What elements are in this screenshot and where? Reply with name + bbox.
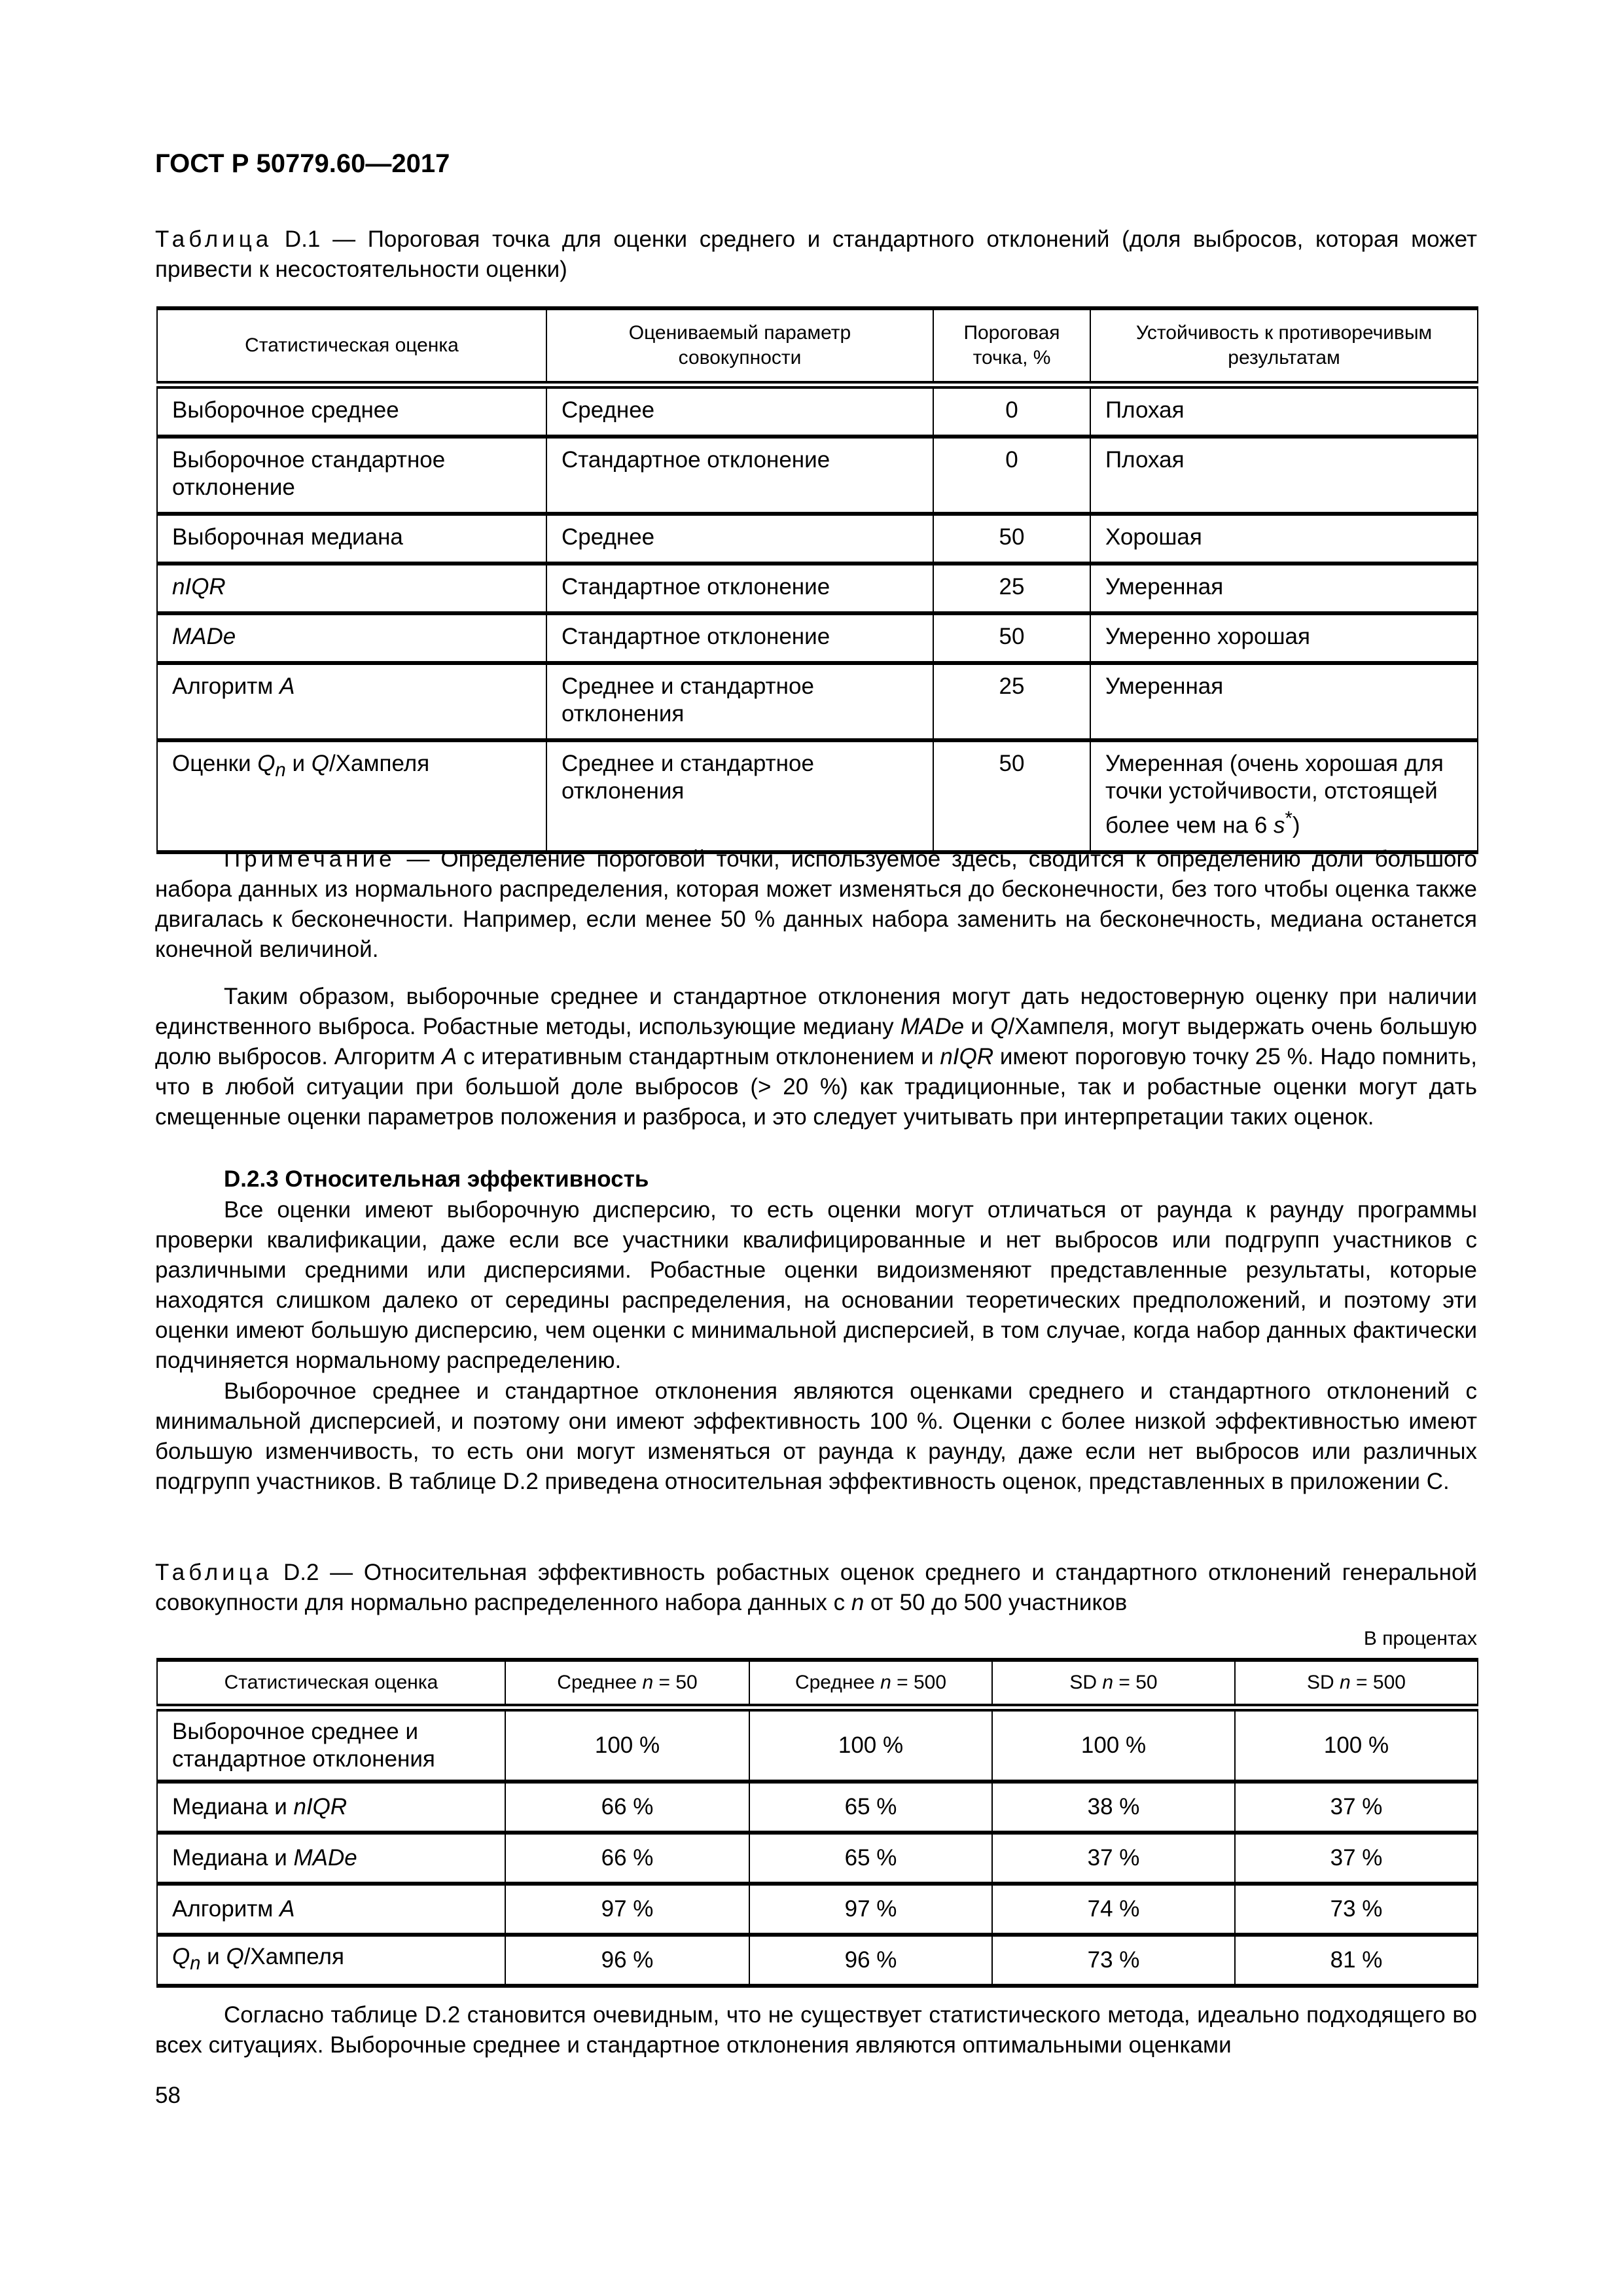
header-text: Среднее	[794, 1672, 881, 1693]
cell-value: 73 %	[992, 1935, 1235, 1986]
estimate-text: и	[285, 751, 312, 776]
estimate-symbol: Q	[311, 751, 329, 776]
cell-value: 96 %	[749, 1935, 992, 1986]
cell-parameter: Стандартное отклонение	[546, 437, 933, 514]
table-header-row	[157, 1660, 1478, 1708]
cell-value: 65 %	[749, 1833, 992, 1884]
cell-breakdown: 50	[933, 740, 1090, 852]
estimate-symbol: nIQR	[293, 1794, 348, 1820]
table-row	[157, 1935, 1478, 1986]
cell-breakdown: 50	[933, 514, 1090, 564]
cell-value: 65 %	[749, 1782, 992, 1833]
cell-value: 74 %	[992, 1884, 1235, 1935]
paragraph-min-variance: Выборочное среднее и стандартное отклонения являются оценками среднего и стандартного отклонений с минимальной дисперсией, и поэтому они имеют эффективность 100 %. Оценки с более низкой эффективностью имеют большую изменчивость, то есть они могут изменяться от раунда к раунду, даже если нет выбросов или различных подгрупп участников. В таблице D.2 приведена относительная эффективность оценок, представленных в приложении C.	[155, 1378, 1477, 1494]
cell-estimate: nIQR	[157, 564, 546, 613]
table-d1	[156, 306, 1478, 854]
cell-estimate: Выборочная медиана	[157, 514, 546, 564]
header-text: = 500	[1350, 1672, 1406, 1693]
estimate-subscript: n	[275, 760, 286, 781]
estimate-subscript: n	[190, 1953, 201, 1974]
resistance-text: )	[1292, 812, 1300, 838]
column-header	[749, 1660, 992, 1708]
resistance-superscript: *	[1285, 808, 1293, 829]
text-run: Таким образом, выборочные среднее и стандартное отклонения могут дать недостоверную оценку при наличии единственного выброса. Робастные методы, использующие медиану	[155, 984, 1477, 1039]
table-row	[157, 564, 1478, 613]
estimate-symbol: Q	[257, 751, 276, 776]
estimate-text: Оценки	[172, 751, 258, 776]
header-symbol: n	[1340, 1672, 1351, 1693]
header-text: SD	[1069, 1672, 1103, 1693]
paragraph-conclusion: Согласно таблице D.2 становится очевидным, что не существует статистического метода, идеально подходящего во всех ситуациях. Выборочные среднее и стандартное отклонения являются оптимальными оценками	[155, 2002, 1477, 2058]
column-header: Пороговая точка, %	[933, 308, 1090, 385]
symbol: MADe	[900, 1014, 965, 1039]
cell-parameter: Среднее и стандартное отклонения	[546, 663, 933, 740]
symbol: nIQR	[940, 1044, 994, 1069]
estimate-text: Алгоритм	[172, 673, 280, 699]
estimate-text: Выборочное среднее и стандартное отклонения	[172, 1719, 435, 1772]
cell-estimate	[157, 1884, 505, 1935]
caption-text: D.1 — Пороговая точка для оценки среднего и стандартного отклонений (доля выбросов, которая может привести к несостоятельности оценки)	[155, 226, 1477, 282]
cell-value: 66 %	[505, 1833, 749, 1884]
table-row	[157, 1833, 1478, 1884]
table-d2-caption	[155, 1558, 1477, 1618]
column-header	[992, 1660, 1235, 1708]
header-symbol: n	[1102, 1672, 1114, 1693]
estimate-text: /Хампеля	[243, 1944, 344, 1969]
table-row	[157, 1884, 1478, 1935]
header-symbol: n	[642, 1672, 654, 1693]
cell-value: 100 %	[992, 1708, 1235, 1782]
cell-resistance	[1090, 740, 1478, 852]
cell-parameter: Среднее	[546, 385, 933, 437]
column-header	[157, 1660, 505, 1708]
cell-estimate: MADe	[157, 613, 546, 663]
table-row	[157, 663, 1478, 740]
paragraph-efficiency: Все оценки имеют выборочную дисперсию, то есть оценки могут отличаться от раунда к раунду программы проверки квалификации, даже если все участники квалифицированные и нет выбросов или подгрупп участников с различными средними или дисперсиями. Робастные оценки видоизменяют представленные результаты, которые находятся слишком далеко от середины распределения, на основании теоретических предположений, и поэтому эти оценки имеют большую дисперсию, чем оценки с минимальной дисперсией, в том случае, когда набор данных фактически подчиняется нормальному распределению.	[155, 1197, 1477, 1373]
column-header: Оцениваемый параметр совокупности	[546, 308, 933, 385]
cell-estimate	[157, 1935, 505, 1986]
section-heading: D.2.3 Относительная эффективность	[224, 1166, 649, 1192]
cell-value: 100 %	[749, 1708, 992, 1782]
header-text: = 500	[891, 1672, 947, 1693]
symbol: A	[441, 1044, 457, 1069]
column-header: Устойчивость к противоречивым результатам	[1090, 308, 1478, 385]
resistance-text: Умеренная (очень хорошая для точки устойчивости, отстоящей более чем на 6	[1105, 751, 1444, 838]
cell-resistance: Умеренная	[1090, 564, 1478, 613]
estimate-text: Алгоритм	[172, 1896, 280, 1922]
column-header	[505, 1660, 749, 1708]
table-d2	[156, 1658, 1478, 1988]
paragraph-breakdown-summary	[155, 982, 1477, 1132]
cell-value: 81 %	[1235, 1935, 1478, 1986]
text-run: с итеративным стандартным отклонением и	[457, 1044, 940, 1069]
column-header	[1235, 1660, 1478, 1708]
cell-value: 66 %	[505, 1782, 749, 1833]
cell-breakdown: 25	[933, 663, 1090, 740]
header-text: = 50	[1113, 1672, 1158, 1693]
cell-resistance: Хорошая	[1090, 514, 1478, 564]
estimate-text: и	[200, 1944, 226, 1969]
cell-value: 97 %	[749, 1884, 992, 1935]
table-note	[155, 844, 1477, 965]
cell-resistance: Плохая	[1090, 437, 1478, 514]
table-row	[157, 1782, 1478, 1833]
text-run: /Хампеля, могут выдержать очень большую долю выбросов. Алгоритм	[155, 1014, 1477, 1069]
cell-breakdown: 0	[933, 437, 1090, 514]
text-run: и	[964, 1014, 991, 1039]
cell-value: 37 %	[1235, 1782, 1478, 1833]
table-row	[157, 1708, 1478, 1782]
estimate-text: Медиана и	[172, 1845, 294, 1871]
cell-value: 100 %	[505, 1708, 749, 1782]
cell-breakdown: 25	[933, 564, 1090, 613]
cell-estimate: Выборочное стандартное отклонение	[157, 437, 546, 514]
header-text: Среднее	[557, 1672, 643, 1693]
estimate-symbol: MADe	[293, 1845, 357, 1871]
estimate-text: Медиана и	[172, 1794, 294, 1820]
resistance-symbol: s	[1274, 812, 1285, 838]
estimate-symbol: A	[279, 673, 295, 699]
cell-value: 100 %	[1235, 1708, 1478, 1782]
header-symbol: n	[880, 1672, 891, 1693]
document-title: ГОСТ Р 50779.60—2017	[155, 149, 450, 178]
table-row	[157, 437, 1478, 514]
cell-estimate: Выборочное среднее	[157, 385, 546, 437]
table-row	[157, 613, 1478, 663]
estimate-symbol: A	[279, 1896, 295, 1922]
cell-value: 37 %	[992, 1833, 1235, 1884]
cell-estimate	[157, 1833, 505, 1884]
cell-value: 73 %	[1235, 1884, 1478, 1935]
table-row	[157, 740, 1478, 852]
cell-estimate	[157, 663, 546, 740]
cell-parameter: Стандартное отклонение	[546, 613, 933, 663]
header-text: Статистическая оценка	[224, 1672, 438, 1693]
column-header: Статистическая оценка	[157, 308, 546, 385]
caption-text: D.2 — Относительная эффективность робастных оценок среднего и стандартного отклонений генеральной совокупности для нормально распределенного набора данных с	[155, 1560, 1477, 1615]
cell-estimate	[157, 1708, 505, 1782]
symbol: Q	[990, 1014, 1008, 1039]
estimate-symbol: Q	[226, 1944, 244, 1969]
header-text: SD	[1307, 1672, 1340, 1693]
cell-parameter: Среднее и стандартное отклонения	[546, 740, 933, 852]
estimate-symbol: Q	[172, 1944, 190, 1969]
cell-value: 37 %	[1235, 1833, 1478, 1884]
caption-label: Таблица	[155, 226, 273, 252]
cell-value: 38 %	[992, 1782, 1235, 1833]
caption-text: от 50 до 500 участников	[864, 1590, 1128, 1615]
caption-label: Таблица	[155, 1560, 273, 1585]
cell-breakdown: 50	[933, 613, 1090, 663]
page-number: 58	[155, 2083, 181, 2108]
table-row	[157, 514, 1478, 564]
cell-resistance: Плохая	[1090, 385, 1478, 437]
cell-resistance: Умеренная	[1090, 663, 1478, 740]
table-header-row	[157, 308, 1478, 385]
cell-parameter: Стандартное отклонение	[546, 564, 933, 613]
cell-breakdown: 0	[933, 385, 1090, 437]
cell-value: 97 %	[505, 1884, 749, 1935]
unit-label: В процентах	[1363, 1628, 1477, 1649]
table-row	[157, 385, 1478, 437]
note-text: — Определение пороговой точки, используемое здесь, сводится к определению доли большого набора данных из нормального распределения, которая может изменяться до бесконечности, без того чтобы оценка также двигалась к бесконечности. Например, если менее 50 % данных набора заменить на бесконечность, медиана останется конечной величиной.	[155, 846, 1477, 962]
caption-symbol: n	[851, 1590, 865, 1615]
text-run: имеют пороговую точку 25 %. Надо помнить, что в любой ситуации при большой доле выбросов (> 20 %) как традиционные, так и робастные оценки могут дать смещенные оценки параметров положения и разброса, и это следует учитывать при интерпретации таких оценок.	[155, 1044, 1477, 1130]
header-text: = 50	[653, 1672, 698, 1693]
table-d1-caption	[155, 224, 1477, 285]
cell-estimate	[157, 1782, 505, 1833]
cell-estimate	[157, 740, 546, 852]
note-label: Примечание	[224, 846, 396, 872]
cell-parameter: Среднее	[546, 514, 933, 564]
cell-value: 96 %	[505, 1935, 749, 1986]
estimate-text: /Хампеля	[329, 751, 430, 776]
cell-resistance: Умеренно хорошая	[1090, 613, 1478, 663]
